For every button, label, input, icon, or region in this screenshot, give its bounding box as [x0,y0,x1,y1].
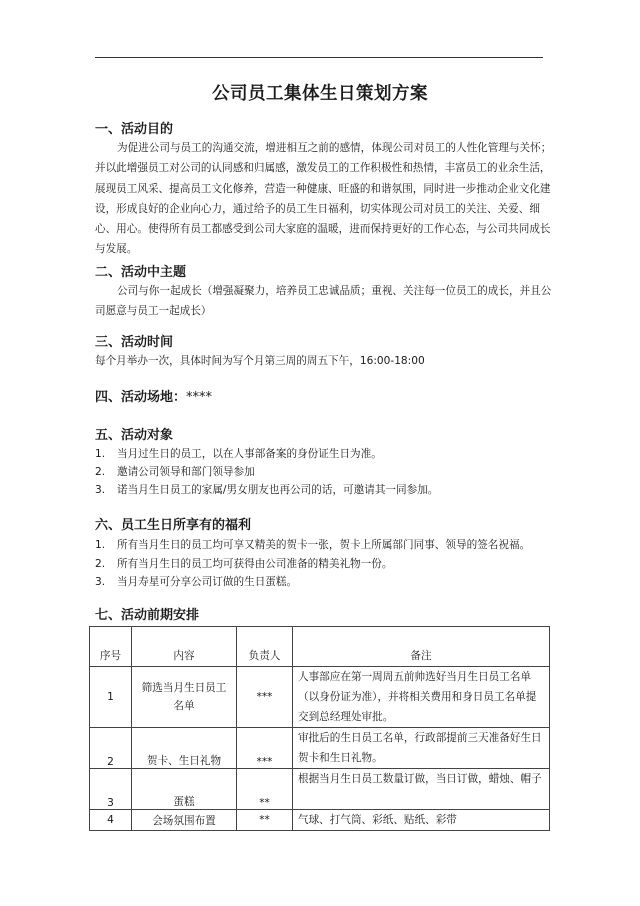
list-item: 3. 诺当月生日员工的家属/男女朋友也再公司的话，可邀请其一同参加。 [95,484,439,496]
section-heading-purpose: 一、活动目的 [95,122,174,137]
cell-content: 会场氛围布置 [132,810,237,831]
document-title: 公司员工集体生日策划方案 [212,84,428,104]
table-row [90,810,550,831]
cell-owner: *** [237,728,293,769]
cell-note: 审批后的生日员工名单，行政部提前三天准备好生日贺卡和生日礼物。 [293,728,550,769]
section-body-theme: 公司与你一起成长（增强凝聚力，培养员工忠诚品质；重视、关注每一位员工的成长，并且公司愿意与员工一起成长） [95,285,552,318]
header-owner: 负责人 [237,627,293,667]
list-item: 3. 当月寿星可分享公司订做的生日蛋糕。 [95,576,298,588]
table-row [90,667,550,728]
section-heading-schedule: 七、活动前期安排 [95,608,200,623]
table-row [90,769,550,810]
cell-content: 蛋糕 [132,769,237,810]
section-heading-time: 三、活动时间 [95,335,174,350]
cell-owner: ** [237,769,293,810]
list-item: 1. 所有当月生日的员工均可享又精美的贺卡一张，贺卡上所属部门同事、领导的签名祝福。 [95,539,531,551]
cell-no: 3 [90,769,132,810]
list-item: 1. 当月过生日的员工，以在人事部备案的身份证生日为准。 [95,448,382,460]
header-no: 序号 [90,627,132,667]
cell-note: 人事部应在第一周周五前帅选好当月生日员工名单（以身份证为准），并将相关费用和身日员工名单提交到总经理处审批。 [293,667,550,728]
list-item: 2. 所有当月生日的员工均可获得由公司准备的精美礼物一份。 [95,558,393,570]
cell-owner: *** [237,667,293,728]
cell-no: 2 [90,728,132,769]
cell-note: 气球、打气筒、彩纸、贴纸、彩带 [293,810,550,831]
header-note: 备注 [293,627,550,667]
list-item: 2. 邀请公司领导和部门领导参加 [95,466,255,478]
section-heading-target: 五、活动对象 [95,428,174,443]
cell-note: 根据当月生日员工数量订做，当日订做，蜡烛、帽子 [293,769,550,810]
table-row [90,728,550,769]
venue-value: **** [186,390,213,405]
schedule-table [89,626,550,831]
cell-content: 筛选当月生日员工名单 [132,667,237,728]
section-body-purpose: 为促进公司与员工的沟通交流，增进相互之前的感情，体现公司对员工的人性化管理与关怀；并以此增强员工对公司的认同感和归属感，激发员工的工作积极性和热情，丰富员工的业余生活，展现员工风采、提高员工文化修养，营造一种健康、旺盛的和谐氛围，同时进一步推动企业文化建设，形成良好的企业向心力，通过给予的员工生日福利，切实体现公司对员工的关注、关爱、细心、用心。使得所有员工都感受到公司大家庭的温暖，进而保持更好的工作心态，与公司共同成长与发展。 [95,142,552,256]
header-content: 内容 [132,627,237,667]
cell-no: 1 [90,667,132,728]
header-rule [95,57,543,58]
table-header-row [90,627,550,667]
section-heading-venue [95,389,212,407]
cell-owner: ** [237,810,293,831]
section-heading-benefits: 六、员工生日所享有的福利 [95,518,252,533]
venue-label: 四、活动场地： [95,390,187,405]
section-heading-theme: 二、活动中主题 [95,265,187,280]
cell-no: 4 [90,810,132,831]
section-body-time: 每个月举办一次，具体时间为写个月第三周的周五下午，16:00-18:00 [95,355,425,367]
cell-content: 贺卡、生日礼物 [132,728,237,769]
